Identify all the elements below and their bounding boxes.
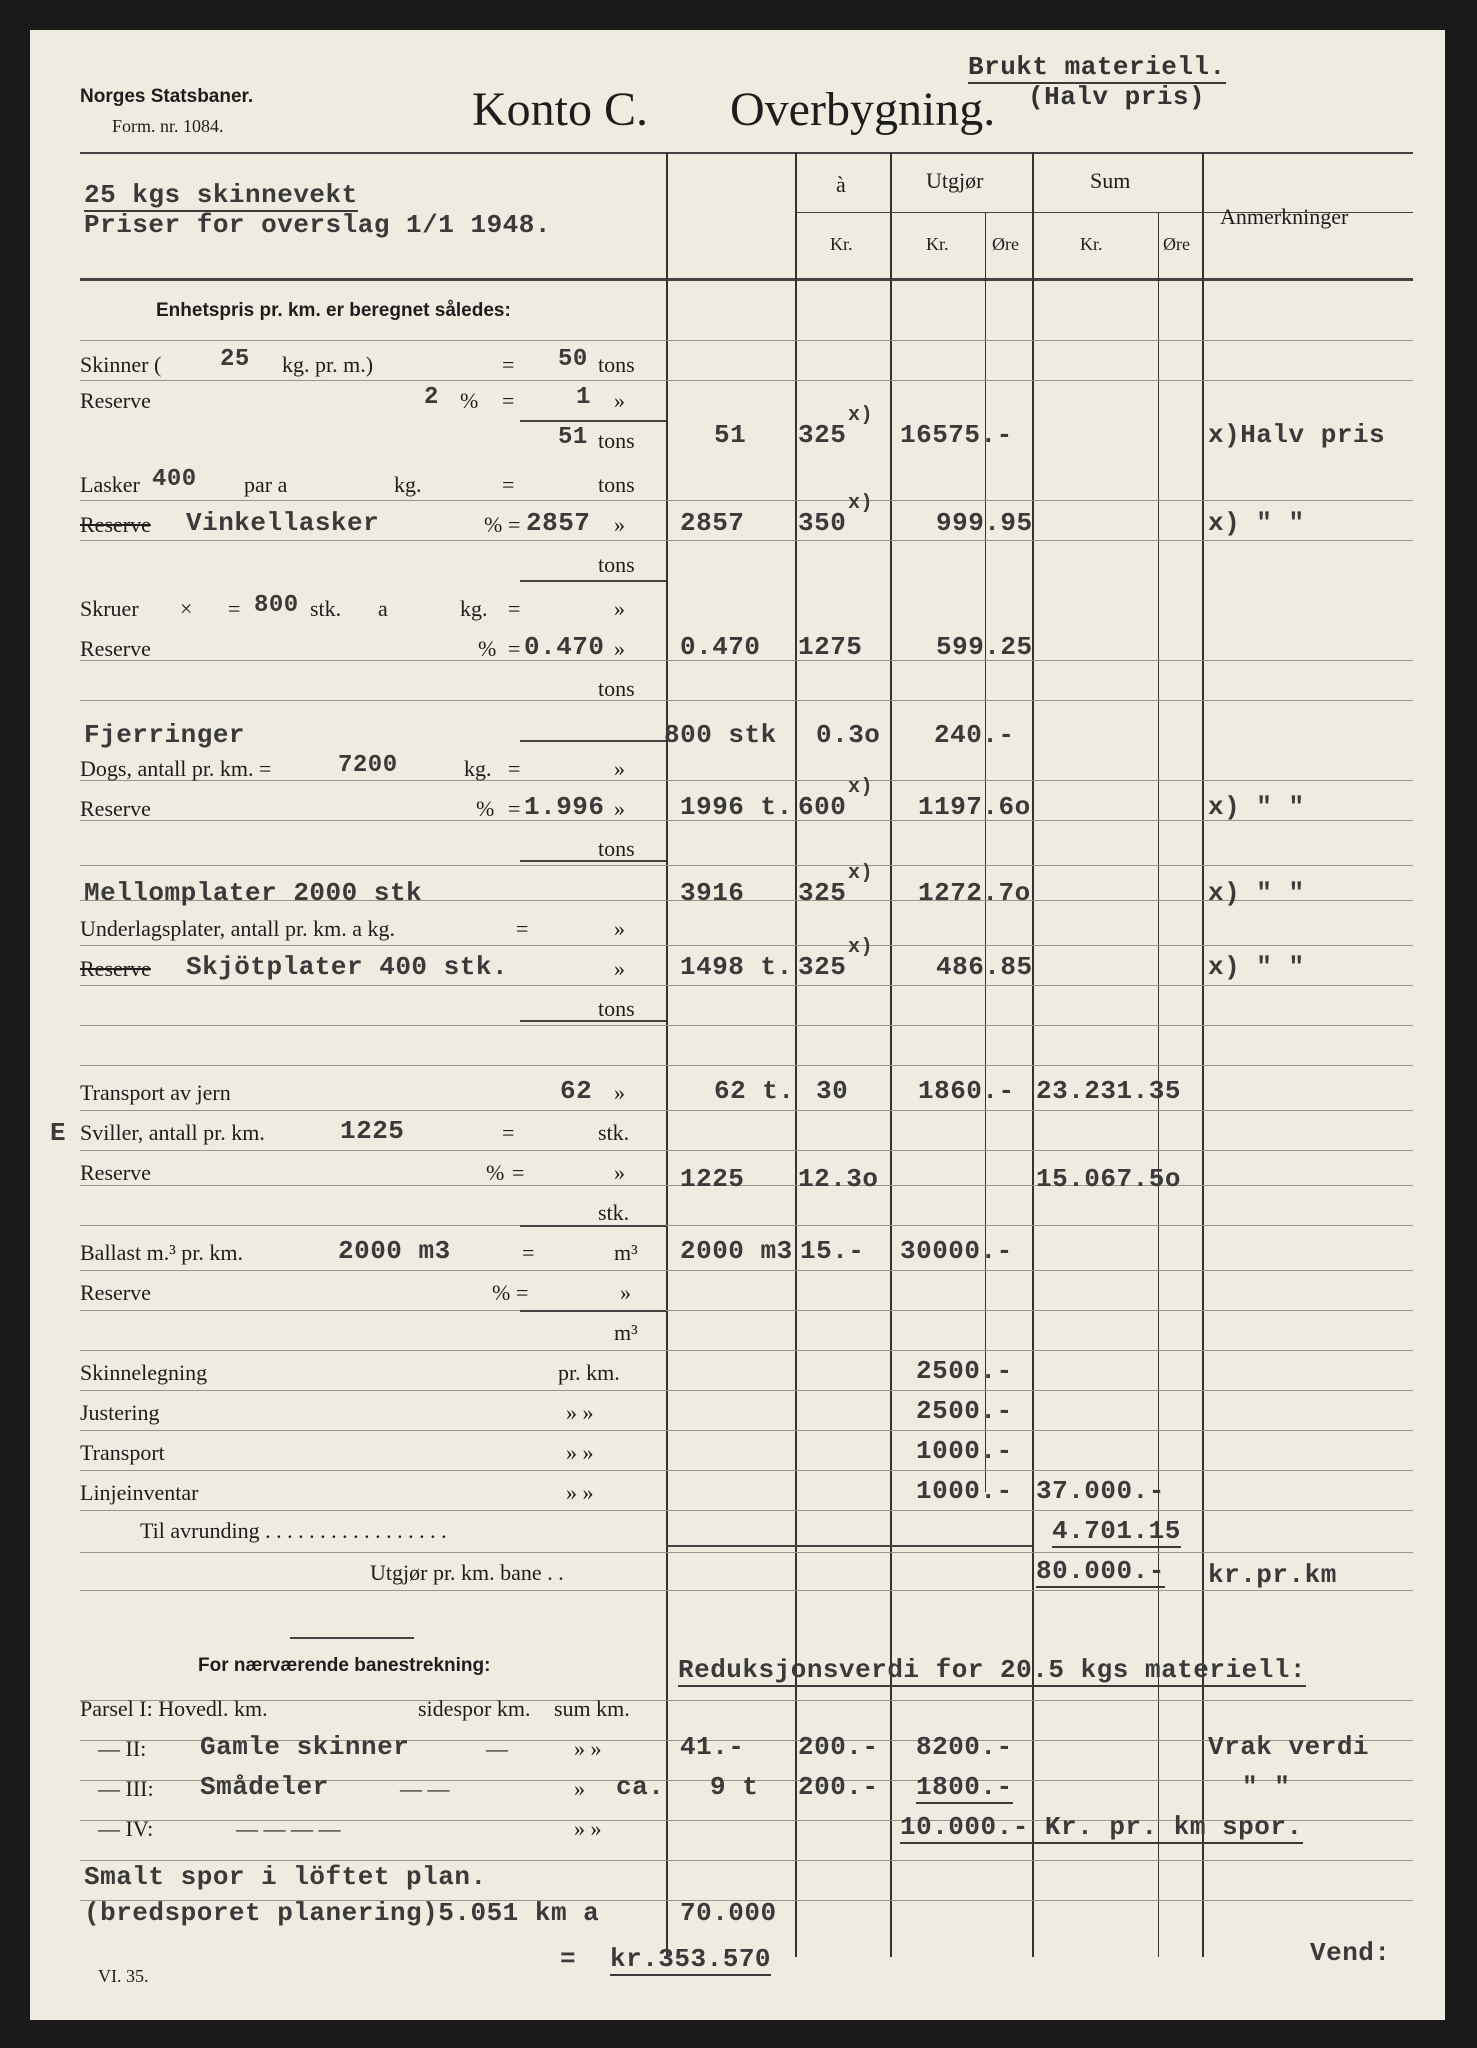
row-transport-q: » [614,1080,625,1105]
row-avrunding-label: Til avrunding . . . . . . . . . . . . . . . . . [140,1518,447,1543]
col-header-sum-ore: Øre [1163,234,1190,254]
row-total1-qty: 51 [714,420,747,450]
row-skruer-eq: = [228,596,241,621]
row-sviller-label: Sviller, antall pr. km. [80,1120,265,1145]
row-utgjor-note: kr.pr.km [1208,1560,1337,1590]
row-skruer-stk: stk. [310,596,342,621]
footer-title-rule [290,1637,414,1639]
row-dogs-value: 7200 [338,752,398,779]
row-reserve5-eq: = [516,1280,529,1305]
row-reserve5-label: Reserve [80,1280,151,1305]
row-sviller-mark: E [50,1118,67,1148]
row-linje-q: » » [566,1480,594,1505]
parsel-2-q: » » [574,1736,602,1761]
row-transport-sum: 23.231.35 [1036,1076,1181,1106]
row-rule [80,380,1413,381]
row-fjerringer-qty: 800 stk [664,720,777,750]
parsel-2-note: Vrak verdi [1208,1732,1370,1762]
row-reserve4-eq: = [512,1160,525,1185]
row-lasker-label: Lasker [80,472,140,497]
parsel-4-dash: — — — — [236,1816,341,1841]
subtotal-rule [520,1020,666,1022]
row-skinner-mid: kg. pr. m.) [282,352,374,377]
row-transport2-amount: 1000.- [916,1436,1013,1466]
col-divider-utgjor-ore [985,212,986,1492]
row-rule [80,865,1413,866]
row-utgjor-sum: 80.000.- [1036,1556,1165,1586]
row-total1-note: x)Halv pris [1208,420,1386,450]
row-rule [80,700,1413,701]
row-lasker-kg: kg. [394,472,422,497]
parsel-1-sum: sum km. [554,1696,630,1721]
col-header-utgjor: Utgjør [926,168,984,193]
row-vinkel-q: » [614,512,625,537]
col-divider-qty [666,152,668,1957]
parsel-2-prefix: — II: [98,1736,147,1761]
org-name: Norges Statsbaner. [80,86,254,107]
row-vinkel-pct: % [484,512,503,537]
row-reserve2-value: 0.470 [524,632,605,662]
row-rule [80,1510,1413,1511]
row-reserve5-pct: % [492,1280,511,1305]
row-rule [80,1110,1413,1111]
row-skruer-eq2: = [508,596,521,621]
row-rule [80,1185,1413,1186]
row-tons3-unit: tons [598,676,635,701]
row-rule [80,1350,1413,1351]
row-justering-q: » » [566,1400,594,1425]
row-skinner-value: 50 [558,346,588,373]
row-ballast-value: 2000 m3 [338,1236,451,1266]
row-transport-amount: 1860.- [918,1076,1015,1106]
row-reserve3-price: 600 [798,792,847,822]
subject-line-1: 25 kgs skinnevekt [84,180,358,210]
row-reserve4-qty: 1225 [680,1164,745,1194]
footer-title: For nærværende banestrekning: [198,1655,491,1676]
row-total1-price: 325 [798,420,847,450]
row-reserve4-price: 12.3o [798,1164,879,1194]
row-skjot-label: Skjötplater 400 stk. [186,952,509,982]
subject-line-2: Priser for overslag 1/1 1948. [84,210,551,240]
row-transport-qty: 62 t. [714,1076,795,1106]
footer-reduksjon: Reduksjonsverdi for 20.5 kgs materiell: [678,1655,1306,1685]
row-skruer-kg: kg. [460,596,488,621]
row-skruer-value: 800 [254,592,299,619]
col-header-sum-kr: Kr. [1080,234,1103,254]
subtotal-rule [520,420,666,422]
row-reserve2-pct: % [478,636,497,661]
row-rule [80,1390,1413,1391]
row-skinner-kg: 25 [220,346,250,373]
row-tons4-unit: tons [598,836,635,861]
row-vinkel-amount: 999.95 [936,508,1033,538]
row-vinkel-qty: 2857 [680,508,745,538]
subtotal-rule [520,860,666,862]
parsel-3-qty: 9 t [710,1772,759,1802]
row-transport2-q: » » [566,1440,594,1465]
row-ballast-eq: = [522,1240,535,1265]
row-rule [80,945,1413,946]
row-skinner-unit: tons [598,352,635,377]
row-mellom-qty: 3916 [680,878,745,908]
row-vinkel-label: Vinkellasker [186,508,380,538]
row-reserve3-amount: 1197.6o [918,792,1031,822]
parsel-4-prefix: — IV: [98,1816,154,1841]
row-dogs-q: » [614,756,625,781]
row-transport-value: 62 [560,1076,593,1106]
row-mellom-label: Mellomplater 2000 stk [84,878,423,908]
col-header-utgjor-kr: Kr. [926,234,949,254]
parsel-2-label: Gamle skinner [200,1732,410,1762]
row-reserve2-price: 1275 [798,632,863,662]
row-utgjor-label: Utgjør pr. km. bane . . [370,1560,564,1585]
subtotal-rule [520,580,666,582]
row-skjot-note: x) " " [1208,952,1305,982]
table-top-rule [80,152,1413,154]
row-rule [80,1150,1413,1151]
header-note-half-price: (Halv pris) [1028,82,1206,112]
row-rule [80,540,1413,541]
grand-total-eq: = [560,1944,577,1974]
row-reserve4-sum: 15.067.5o [1036,1164,1181,1194]
section-title: Enhetspris pr. km. er beregnet således: [156,300,511,321]
col-header-a-kr: Kr. [830,234,853,254]
row-reserve3-label: Reserve [80,796,151,821]
row-reserve4-pct: % [486,1160,505,1185]
row-skruer-label: Skruer [80,596,139,621]
row-avrunding-sum: 4.701.15 [1052,1516,1181,1546]
row-reserve3-value: 1.996 [524,792,605,822]
row-reserve3-qty: 1996 t. [680,792,793,822]
subtotal-rule [520,1310,666,1312]
row-linje-label: Linjeinventar [80,1480,199,1505]
row-lasker-eq: = [502,472,515,497]
row-reserve3-footnote: x) [848,776,874,799]
row-rule [80,1700,1413,1701]
parsel-3-amount: 1800.- [916,1772,1013,1802]
row-total1-unit: tons [598,428,635,453]
row-rule [80,1270,1413,1271]
row-skjot-footnote: x) [848,936,874,959]
row-reserve2-label: Reserve [80,636,151,661]
row-rule [80,1065,1413,1066]
row-skruer-a: a [378,596,388,621]
smalt-spor-value: 70.000 [680,1898,777,1928]
row-rule [80,1225,1413,1226]
parsel-3-dash: — — [400,1776,450,1801]
row-sviller-value: 1225 [340,1116,405,1146]
row-reserve3-q: » [614,796,625,821]
row-lasker-unit: tons [598,472,635,497]
form-code: VI. 35. [98,1966,149,1986]
smalt-spor-line-1: Smalt spor i löftet plan. [84,1862,487,1892]
header-bottom-rule [80,278,1413,281]
parsel-4-total: 10.000.- Kr. pr. km spor. [900,1812,1303,1842]
row-ballast-price: 15.- [800,1236,865,1266]
row-skjot-amount: 486.85 [936,952,1033,982]
row-mellom-footnote: x) [848,862,874,885]
parsel-2-amount: 8200.- [916,1732,1013,1762]
parsel-3-q: » [574,1776,585,1801]
row-tons5-unit: tons [598,996,635,1021]
row-ballast-unit: m³ [614,1240,638,1265]
parsel-1-label: Parsel I: Hovedl. km. [80,1696,268,1721]
col-header-sum: Sum [1090,168,1131,193]
row-ballast-label: Ballast m.³ pr. km. [80,1240,244,1265]
parsel-3-prefix: — III: [98,1776,154,1801]
row-underlag-q: » [614,916,625,941]
row-rule [80,1025,1413,1026]
row-reserve2-amount: 599.25 [936,632,1033,662]
row-dogs-kg: kg. [464,756,492,781]
col-header-a: à [836,172,846,197]
row-skinner-label: Skinner ( [80,352,162,377]
row-skruer-x: × [180,596,193,621]
row-vinkel-price: 350 [798,508,847,538]
row-underlag-label: Underlagsplater, antall pr. km. a kg. [80,916,395,941]
row-reserve1-label: Reserve [80,388,151,413]
row-total1-amount: 16575.- [900,420,1013,450]
row-reserve3-eq: = [508,796,521,821]
row-fjerringer-amount: 240.- [934,720,1015,750]
row-transport-price: 30 [816,1076,849,1106]
parsel-2-price: 200.- [798,1732,879,1762]
row-ballast-amount: 30000.- [900,1236,1013,1266]
parsel-1-sidespor: sidespor km. [418,1696,531,1721]
row-linje-sum: 37.000.- [1036,1476,1165,1506]
row-reserve1-pct: 2 [424,384,439,411]
row-mellom-price: 325 [798,878,847,908]
grand-total: kr.353.570 [610,1944,772,1974]
row-dogs-label: Dogs, antall pr. km. = [80,756,272,781]
row-rule [80,985,1413,986]
row-skinnelegning-amount: 2500.- [916,1356,1013,1386]
row-skjot-price: 325 [798,952,847,982]
row-reserve1-value: 1 [576,384,591,411]
row-reserve2-q: » [614,636,625,661]
row-reserve2-qty: 0.470 [680,632,761,662]
row-fjerringer-label: Fjerringer [84,720,246,750]
row-rule [80,1470,1413,1471]
row-reserve4-label: Reserve [80,1160,151,1185]
row-sviller-unit: stk. [598,1120,630,1145]
row-rule [80,1310,1413,1311]
subtotal-rule [520,740,666,742]
total-rule [666,1545,1032,1547]
col-header-remarks: Anmerkninger [1220,204,1349,229]
col-header-utgjor-ore: Øre [992,234,1019,254]
row-rule [80,340,1413,341]
row-vinkel-note: x) " " [1208,508,1305,538]
subtotal-rule [520,1225,666,1227]
row-rule [80,1860,1413,1861]
form-number: Form. nr. 1084. [112,116,224,136]
page-title: Konto C. [472,83,649,136]
turn-page-note: Vend: [1310,1938,1391,1968]
row-total1-value: 51 [558,424,588,451]
row-stk2-unit: stk. [598,1200,630,1225]
row-skjot-strike: Reserve [80,956,151,981]
row-vinkel-strike: Reserve [80,512,151,537]
parsel-3-price: 200.- [798,1772,879,1802]
row-skinnelegning-label: Skinnelegning [80,1360,208,1385]
row-skjot-q: » [614,956,625,981]
row-lasker-count: 400 [152,466,197,493]
row-skruer-q: » [614,596,625,621]
row-transport2-label: Transport [80,1440,165,1465]
row-dogs-eq: = [508,756,521,781]
parsel-3-ca: ca. [616,1772,665,1802]
row-reserve1-q: » [614,388,625,413]
row-skinner-eq: = [502,352,515,377]
row-reserve3-note: x) " " [1208,792,1305,822]
row-rule [80,1590,1413,1591]
row-transport-label: Transport av jern [80,1080,231,1105]
row-reserve5-q: » [620,1280,631,1305]
row-underlag-eq: = [516,916,529,941]
parsel-2-qty: 41.- [680,1732,745,1762]
row-vinkel-value: 2857 [526,508,591,538]
header-note-used-material: Brukt materiell. [968,52,1226,82]
row-reserve4-q: » [614,1160,625,1185]
parsel-4-q: » » [574,1816,602,1841]
row-reserve3-pct: % [476,796,495,821]
row-fjerringer-price: 0.3o [816,720,881,750]
row-rule [80,780,1413,781]
page-title-2: Overbygning. [730,83,996,136]
row-sviller-eq: = [502,1120,515,1145]
row-linje-amount: 1000.- [916,1476,1013,1506]
row-reserve2-eq: = [508,636,521,661]
row-skinnelegning-unit: pr. km. [558,1360,620,1385]
row-ballast-qty: 2000 m3 [680,1236,793,1266]
row-vinkel-eq: = [508,512,521,537]
parsel-3-note: " " [1242,1772,1291,1802]
row-reserve1-eq: = [502,388,515,413]
row-mellom-note: x) " " [1208,878,1305,908]
row-rule [80,500,1413,501]
row-vinkel-footnote: x) [848,492,874,515]
row-justering-label: Justering [80,1400,160,1425]
row-lasker-par: par a [244,472,288,497]
row-rule [80,1552,1413,1553]
row-rule [80,1430,1413,1431]
row-tons2-unit: tons [598,552,635,577]
row-reserve1-pctsign: % [460,388,479,413]
row-justering-amount: 2500.- [916,1396,1013,1426]
parsel-3-label: Smådeler [200,1772,329,1802]
row-mellom-amount: 1272.7o [918,878,1031,908]
parsel-2-dash: — [486,1736,508,1761]
row-skjot-qty: 1498 t. [680,952,793,982]
row-total1-footnote: x) [848,404,874,427]
smalt-spor-line-2: (bredsporet planering)5.051 km a [84,1898,600,1928]
row-m3-unit: m³ [614,1320,638,1345]
